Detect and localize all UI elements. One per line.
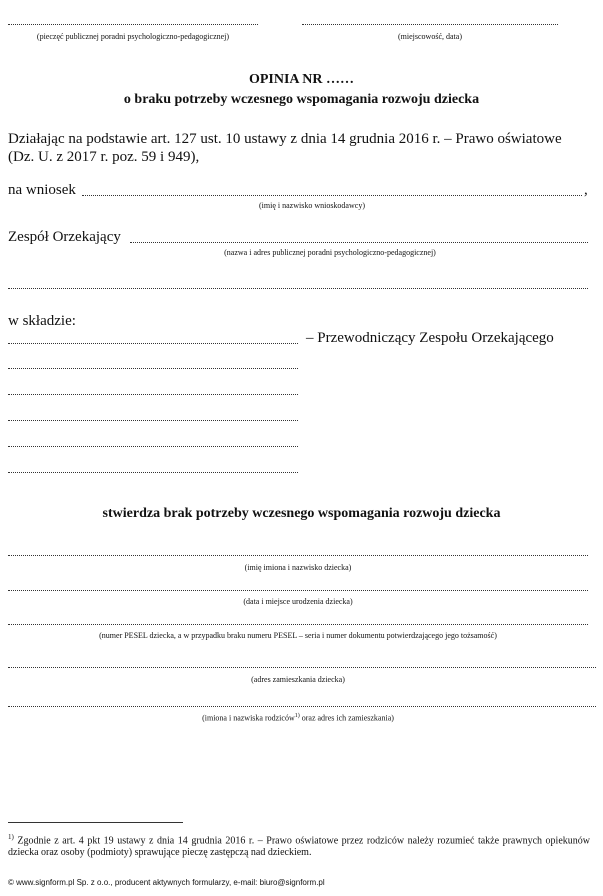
child-birth-field[interactable] (8, 590, 588, 591)
child-address-caption: (adres zamieszkania dziecka) (251, 675, 345, 684)
member-field[interactable] (8, 446, 298, 447)
document-subtitle: o braku potrzeby wczesnego wspomagania rozwoju dziecka (123, 92, 480, 107)
document-title: OPINIA NR …… (248, 72, 354, 87)
stamp-caption: (pieczęć publicznej poradni psychologiczno-pedagogicznej) (36, 32, 230, 41)
team-address-field[interactable] (8, 288, 588, 289)
requester-caption: (imię i nazwisko wnioskodawcy) (259, 201, 365, 210)
composition-label: w składzie: (8, 313, 76, 329)
chair-field[interactable] (8, 343, 298, 344)
place-date-line[interactable] (302, 24, 558, 25)
parents-caption-text: (imiona i nazwiska rodziców (202, 713, 295, 723)
team-name-field[interactable] (130, 242, 588, 243)
request-label: na wniosek (8, 182, 76, 198)
footnote (8, 831, 590, 859)
intro-line-1: Działając na podstawie art. 127 ust. 10 ustawy z dnia 14 grudnia 2016 r. – Prawo oświatowe (8, 131, 562, 147)
parents-field[interactable] (8, 706, 596, 707)
parents-caption-text-end: oraz adres ich zamieszkania) (299, 713, 394, 723)
footnote-marker: 1) (8, 833, 14, 841)
member-field[interactable] (8, 472, 298, 473)
team-caption: (nazwa i adres publicznej poradni psychologiczno-pedagogicznej) (224, 248, 436, 257)
statement-heading: stwierdza brak potrzeby wczesnego wspomagania rozwoju dziecka (102, 506, 501, 521)
requester-name-field[interactable] (82, 195, 582, 196)
child-name-field[interactable] (8, 555, 588, 556)
child-birth-caption: (data i miejsce urodzenia dziecka) (243, 597, 353, 606)
footer-credit: © www.signform.pl Sp. z o.o., producent aktywnych formularzy, e-mail: biuro@signform.pl (8, 878, 325, 887)
member-field[interactable] (8, 368, 298, 369)
member-field[interactable] (8, 420, 298, 421)
member-field[interactable] (8, 394, 298, 395)
child-name-caption: (imię imiona i nazwisko dziecka) (244, 563, 352, 572)
team-label: Zespół Orzekający (8, 229, 121, 245)
parents-footnote-ref: 1) (294, 713, 300, 719)
stamp-line[interactable] (8, 24, 258, 25)
request-comma: , (584, 182, 588, 198)
intro-line-2: (Dz. U. z 2017 r. poz. 59 i 949), (8, 149, 200, 165)
place-date-caption: (miejscowość, data) (398, 32, 462, 41)
footnote-text: Zgodnie z art. 4 pkt 19 ustawy z dnia 14 grudnia 2016 r. – Prawo oświatowe przez rodziców należy rozumieć także prawnych opiekunów dziecka oraz osoby (podmioty) sprawujące pieczę zastępczą nad dzieckiem. (8, 835, 590, 859)
parents-caption (8, 713, 588, 723)
child-pesel-caption: (numer PESEL dziecka, a w przypadku braku numeru PESEL – seria i numer dokumentu potwierdzającego jego tożsamość) (99, 631, 497, 640)
child-pesel-field[interactable] (8, 624, 588, 625)
child-address-field[interactable] (8, 667, 596, 668)
footnote-divider (8, 822, 183, 823)
chair-role: – Przewodniczący Zespołu Orzekającego (306, 330, 554, 346)
